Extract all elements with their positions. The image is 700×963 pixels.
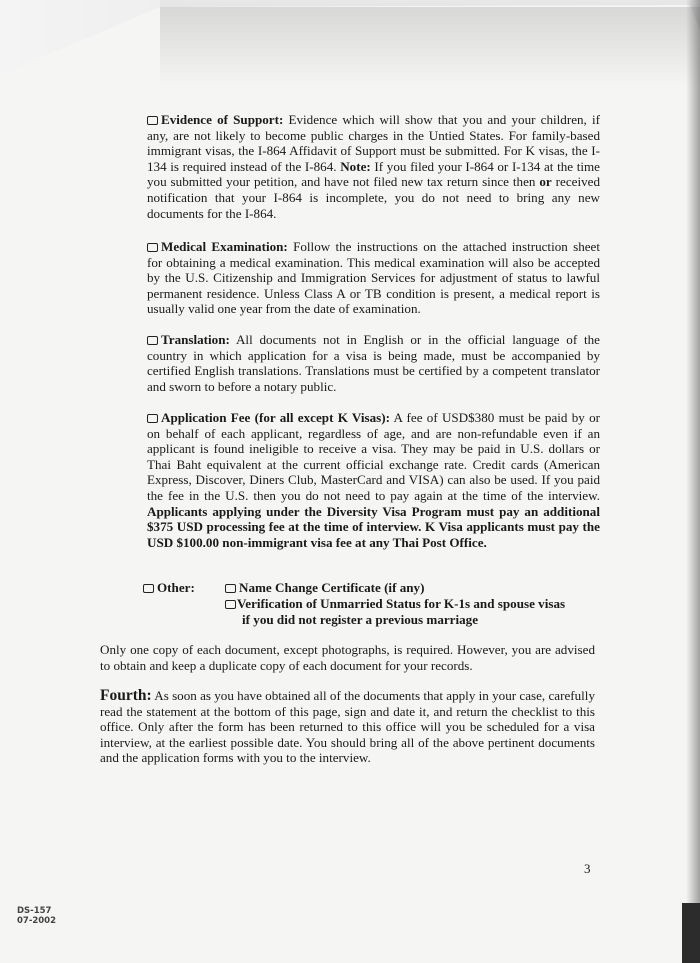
other-label: Other: (157, 580, 195, 595)
item-heading: Translation: (161, 332, 230, 347)
form-date: 07-2002 (17, 916, 57, 926)
checkbox-translation[interactable] (147, 336, 158, 345)
other-option-unmarried-status (225, 596, 605, 628)
item-body: Evidence which will show that you and your children, if any, are not likely to become public charges in the Untied States. For family-based immigrant visas, the I-864 Affidavit of Support must be submitted. For K visas, the I-134 is required instead of the I-864. (147, 112, 600, 174)
copy-note: Only one copy of each document, except photographs, is required. However, you are advised to obtain and keep a duplicate copy of each document for your records. (100, 642, 595, 673)
form-number: DS-157 (17, 906, 52, 916)
other-label-row (143, 580, 195, 596)
checkbox-unmarried-status[interactable] (225, 600, 236, 609)
item-heading: Evidence of Support: (161, 112, 284, 127)
item-medical-examination (147, 239, 600, 317)
form-code (17, 906, 56, 926)
option-label: Verification of Unmarried Status for K-1s and spouse visas (237, 596, 566, 611)
other-option-name-change (225, 580, 605, 596)
checkbox-evidence-of-support[interactable] (147, 116, 158, 125)
scan-corner (682, 903, 700, 963)
note-or: or (539, 174, 552, 190)
option-label: Name Change Certificate (if any) (239, 580, 425, 595)
page-fold-shadow (160, 7, 700, 87)
fourth-body: As soon as you have obtained all of the documents that apply in your case, carefully read the statement at the bottom of this page, sign and date it, and return the checklist to this office. Only after the form has been returned to this office will you be scheduled for a visa interview, at the earliest possible date. You should bring all of the above pertinent documents and the application forms with you to the interview. (100, 688, 595, 766)
fourth-step (100, 688, 595, 766)
checkbox-application-fee[interactable] (147, 414, 158, 423)
fourth-heading: Fourth: (100, 687, 152, 704)
checkbox-medical-examination[interactable] (147, 243, 158, 252)
item-bold-body: Applicants applying under the Diversity Visa Program must pay an additional $375 USD processing fee at the time of interview. K Visa applicants must pay the USD $100.00 non-immigrant visa fee at any Thai Post Office. (147, 503, 600, 550)
item-heading: Medical Examination: (161, 239, 288, 254)
page-edge-shadow (686, 0, 700, 963)
checkbox-other[interactable] (143, 584, 154, 593)
item-application-fee (147, 410, 600, 550)
item-body: Follow the instructions on the attached instruction sheet for obtaining a medical examination. This medical examination will also be accepted by the U.S. Citizenship and Immigration Services for adjustment of status to lawful permanent residence. Unless Class A or TB condition is present, a medical report is usually valid one year from the date of examination. (147, 239, 600, 317)
checkbox-name-change[interactable] (225, 584, 236, 593)
item-body: A fee of USD$380 must be paid by or on behalf of each applicant, regardless of age, and are non-refundable even if an applicant is found ineligible to receive a visa. They may be paid in U.S. dollars or Thai Baht equivalent at the current official exchange rate. Credit cards (American Express, Discover, Diners Club, MasterCard and VISA) can also be used. If you paid the fee in the U.S. then you do not need to pay again at the time of the interview. (147, 410, 600, 503)
item-evidence-of-support (147, 112, 600, 221)
other-options (225, 580, 605, 628)
item-heading: Application Fee (for all except K Visas): (161, 410, 390, 425)
note-label: Note: (340, 158, 371, 174)
item-body: All documents not in English or in the official language of the country in which application for a visa is being made, must be accompanied by certified English translations. Translations must be certified by a competent translator and sworn to before a notary public. (147, 332, 600, 394)
item-translation (147, 332, 600, 394)
option-label-continued: if you did not register a previous marriage (242, 612, 479, 627)
note-body: If you filed your I-864 or I-134 at the time you submitted your petition, and have not filed new tax return since then (147, 158, 600, 190)
note-tail: received notification that your I-864 is incomplete, you do not need to bring any new documents for the I-864. (147, 174, 600, 221)
page-number: 3 (584, 861, 591, 876)
